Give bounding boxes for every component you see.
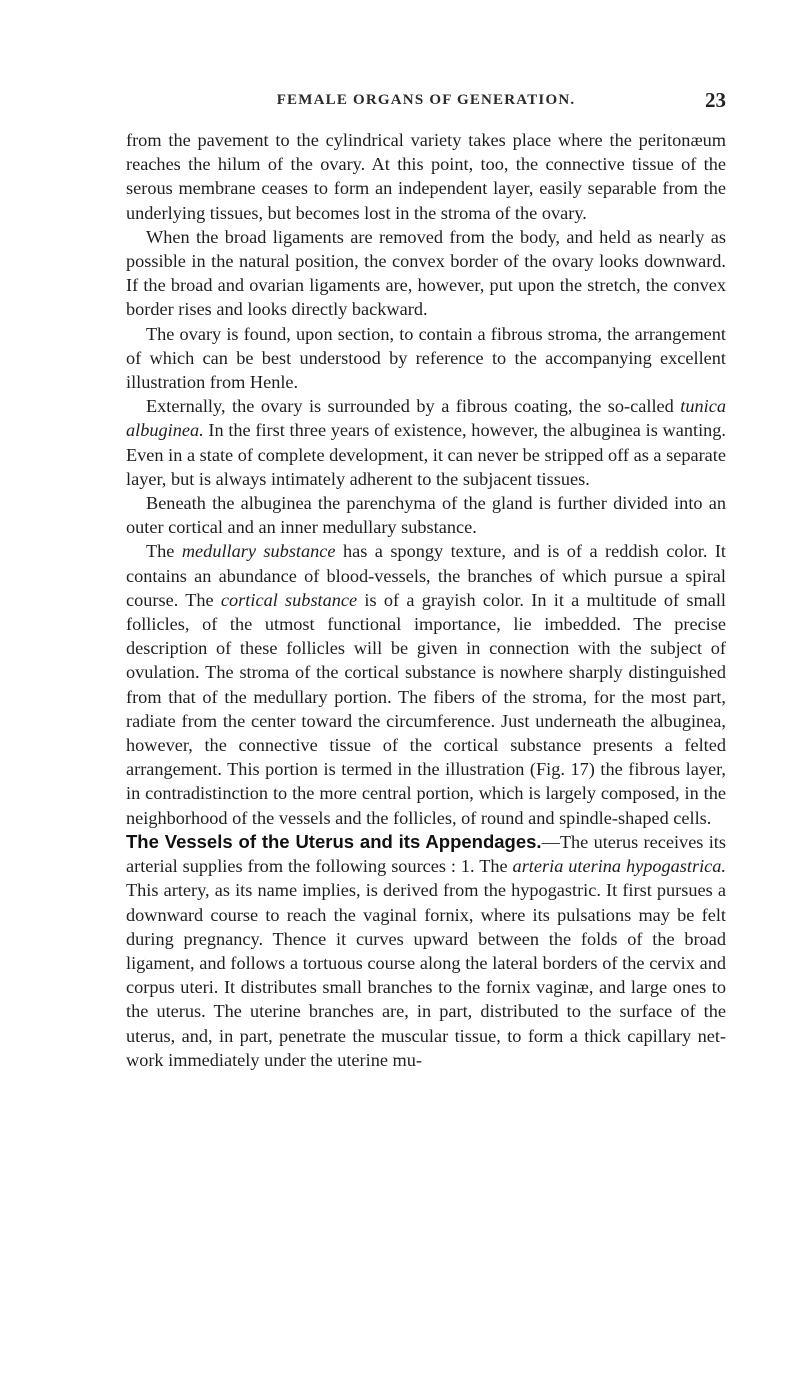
paragraph-tunica-albuginea	[126, 394, 726, 491]
italic-term: tunica albuginea.	[126, 396, 726, 441]
paragraph-broad-ligaments: When the broad ligaments are removed from the body, and held as nearly as possible in the natural position, the convex border of the ovary looks downward. If the broad and ovarian ligaments are, however, put upon the stretch, the convex border rises and looks directly backward.	[126, 226, 726, 320]
paragraph-parenchyma: Beneath the albuginea the parenchyma of the gland is further divided into an outer cortical and an inner medullary substance.	[126, 493, 726, 538]
italic-term: cortical substance	[220, 589, 358, 610]
section-heading: The Vessels of the Uterus and its Appendages.	[126, 830, 542, 852]
paragraph-uterine-vessels	[126, 830, 726, 1072]
paragraph-text: In the first three years of existence, however, the albuginea is wanting. Even in a state of complete development, it can never be stripped off as a separate layer, but is always intimately adherent to the subjacent tissues.	[126, 420, 726, 489]
page-number: 23	[705, 88, 726, 112]
paragraph-text: has a spongy texture, and is of a reddish color. It contains an abundance of blood-vessels, the branches of which pursue a spiral course. The	[126, 541, 726, 610]
paragraph-text: is of a grayish color. In it a multitude of small follicles, of the utmost functional importance, lie imbedded. The precise description of these follicles will be given in connection with the subject of ovulation. The stroma of the cortical substance is nowhere sharply distinguished from that of the medullary portion. The fibers of the stroma, for the most part, radiate from the center toward the circumference. Just underneath the albuginea, however, the connective tissue of the cortical substance presents a felted arrangement. This portion is termed in the illustration (Fig. 17) the fibrous layer, in contradistinction to the more central portion, which is largely composed, in the neighborhood of the vessels and the follicles, of round and spindle-shaped cells.	[126, 589, 726, 828]
italic-term: arteria uterina hypogastrica.	[512, 856, 726, 877]
paragraph-ovary-section: The ovary is found, upon section, to contain a fibrous stroma, the arrangement of which can be best understood by reference to the accompanying excellent illustration from Henle.	[126, 323, 726, 393]
paragraph-text: This artery, as its name implies, is derived from the hypogastric. It first pursues a downward course to reach the vaginal fornix, where its pulsations may be felt during pregnancy. Thence it curves upward between the folds of the broad ligament, and follows a tortuous course along the lateral borders of the cervix and corpus uteri. It distributes small branches to the fornix vaginæ, and large ones to the uterus. The uterine branches are, in part, distributed to the surface of the uterus, and, in part, penetrate the muscular tissue, to form a thick capillary net-work immediately under the uterine mu-	[126, 880, 726, 1070]
page-header	[126, 88, 726, 118]
paragraph-continuation: from the pavement to the cylindrical variety takes place where the peritonæum reaches the hilum of the ovary. At this point, too, the connective tissue of the serous membrane ceases to form an independent layer, easily separable from the underlying tissues, but becomes lost in the stroma of the ovary.	[126, 130, 726, 223]
paragraph-text: Externally, the ovary is surrounded by a fibrous coating, the so-called	[146, 396, 681, 417]
running-title: FEMALE ORGANS OF GENERATION.	[276, 92, 576, 108]
paragraph-text: The	[146, 541, 182, 562]
paragraph-medullary-cortical	[126, 539, 726, 829]
italic-term: medullary substance	[181, 541, 336, 562]
body-text	[126, 128, 726, 1072]
paragraph-text: —The uterus receives its arterial supplies from the following sources : 1. The	[126, 831, 726, 877]
